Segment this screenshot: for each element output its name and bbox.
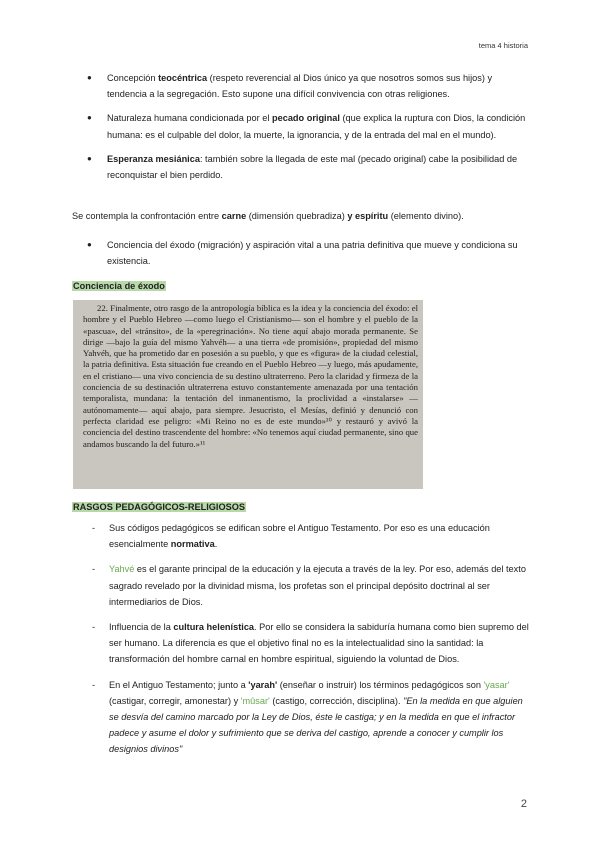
green-term: 'mûsar' xyxy=(240,695,270,706)
bullet-dot-icon: ● xyxy=(87,153,92,163)
bullet-list-exodo xyxy=(72,237,532,269)
text: (castigo, corrección, disciplina). xyxy=(269,695,404,706)
section-title: RASGOS PEDAGÓGICOS-RELIGIOSOS xyxy=(73,502,246,512)
scanned-book-excerpt xyxy=(73,300,423,489)
list-item xyxy=(72,151,532,183)
page-header: tema 4 historia xyxy=(478,41,528,50)
list-item xyxy=(72,619,532,668)
bullet-bold: Esperanza mesiánica xyxy=(107,153,200,164)
list-item xyxy=(72,561,532,610)
text: . xyxy=(214,539,218,550)
list-item xyxy=(72,237,532,269)
confrontation-paragraph xyxy=(72,208,532,224)
bullet-text: Concepción xyxy=(107,73,159,83)
text: Sus códigos pedagógicos se edifican sobre el Antiguo Testamento. Por eso es una educación esencialmente xyxy=(109,523,490,550)
bullet-text: Conciencia del éxodo (migración) y aspiración vital a una patria definitiva que mueve y condiciona su existencia. xyxy=(107,240,518,267)
text: En el Antiguo Testamento; junto a xyxy=(109,679,249,690)
list-item xyxy=(72,520,532,552)
text: es el garante principal de la educación y la ejecuta a través de la ley. Por eso, además del texto sagrado revelado por la divinidad misma, los profetas son el principal depósito doctrinal al ser intermediarios de Dios. xyxy=(109,564,526,607)
section-title: Conciencia de éxodo xyxy=(73,281,165,291)
paragraph-number: 22. xyxy=(97,303,108,313)
green-term: 'yasar' xyxy=(483,679,510,690)
green-term: Yahvé xyxy=(109,564,135,575)
italic-quote: "En la medida en que alguien se desvía del camino marcado por la Ley de Dios, éste le castiga; y en la medida en que el infractor padece y asume el dolor y sufrimiento que se deriva del castigo, aprende a conocer y cumplir los designios divinos" xyxy=(109,695,523,755)
dash-mark: - xyxy=(92,679,96,690)
text: (dimensión quebradiza) xyxy=(246,211,348,221)
bullet-bold: pecado original xyxy=(271,113,340,124)
bullet-dot-icon: ● xyxy=(87,240,92,249)
bullet-text: : también sobre la llegada de este mal (pecado original) cabe la posibilidad de reconquistar el bien perdido. xyxy=(107,153,518,181)
text: . Por ello se considera la sabiduría humana como bien supremo del ser humano. La diferencia es que el objetivo final no es la intelectualidad sino la santidad: la transformación del hombre carnal en hombre espiritual, siguiendo la voluntad de Dios. xyxy=(109,622,529,665)
bullet-text: (respeto reverencial al Dios único ya que nosotros somos sus hijos) y tendencia a la segregación. Esto supone una difícil convivencia con otras religiones. xyxy=(107,73,493,100)
bold-carne: carne xyxy=(221,211,247,221)
dash-mark: - xyxy=(92,523,96,533)
bold: normativa xyxy=(170,539,215,550)
list-item xyxy=(72,70,532,102)
text: Se contempla la confrontación entre xyxy=(72,211,222,221)
dash-list xyxy=(72,520,532,758)
bold: cultura helenística xyxy=(173,622,255,633)
list-item xyxy=(72,677,532,758)
text: (enseñar o instruir) los términos pedagógicos son xyxy=(277,679,484,690)
text: Influencia de la xyxy=(109,622,174,633)
bullet-text: Naturaleza humana condicionada por el xyxy=(107,113,272,124)
bullet-text: (que explica la ruptura con Dios, la condición humana: es el culpable del dolor, la muerte, la ignorancia, y de la entrada del mal en el mundo). xyxy=(107,113,526,140)
dash-mark: - xyxy=(92,564,96,575)
list-item xyxy=(72,110,532,142)
text: (elemento divino). xyxy=(388,211,464,221)
dash-mark: - xyxy=(92,622,96,633)
section-heading-exodo xyxy=(72,278,532,294)
text: (castigar, corregir, amonestar) y xyxy=(109,695,241,706)
bullet-dot-icon: ● xyxy=(87,73,92,82)
page-number: 2 xyxy=(520,798,527,810)
bold: 'yarah' xyxy=(248,679,278,690)
bullet-dot-icon: ● xyxy=(87,113,92,123)
section-heading-rasgos xyxy=(72,499,532,515)
excerpt-text: Finalmente, otro rasgo de la antropología bíblica es la idea y la conciencia del éxodo: el hombre y el Pueblo Hebreo —como luego el Cristianismo— son el hombre y el pueblo de la «pascua», del «tránsito», de la «peregrinación». No tiene aquí abajo morada permanente. Se dirige —bajo la guía del mismo Yahvéh— a una tierra «de promisión», propiedad del mismo Yahvéh, que ha prometido dar en posesión a su pueblo, y que es «figura» de la ciudad celestial, la patria definitiva. Esta situación fue creando en el Pueblo Hebreo —y luego, más apudamente, en el cristiano— una vivo conciencia de su destino ultraterreno. Pero la claridad y firmeza de la conciencia de su destinación ultraterrena estuvo constantemente amenazada por una tentación temporalista, mundana: la tentación del inmanentismo, la proclividad a «instalarse» —autónomamente— aquí abajo, para siempre. Jesucristo, el Mesías, definió y denunció con perfecta claridad ese peligro: «Mi Reino no es de este mundo»¹⁰ y restauró y avivó la conciencia del destino trascendente del hombre: «No tenemos aquí ciudad permanente, sino que andamos buscando la del futuro.»¹¹ xyxy=(83,303,419,449)
bullet-bold: teocéntrica xyxy=(158,73,208,83)
bold-espiritu: y espíritu xyxy=(347,211,389,221)
bullet-list-top xyxy=(72,70,532,183)
